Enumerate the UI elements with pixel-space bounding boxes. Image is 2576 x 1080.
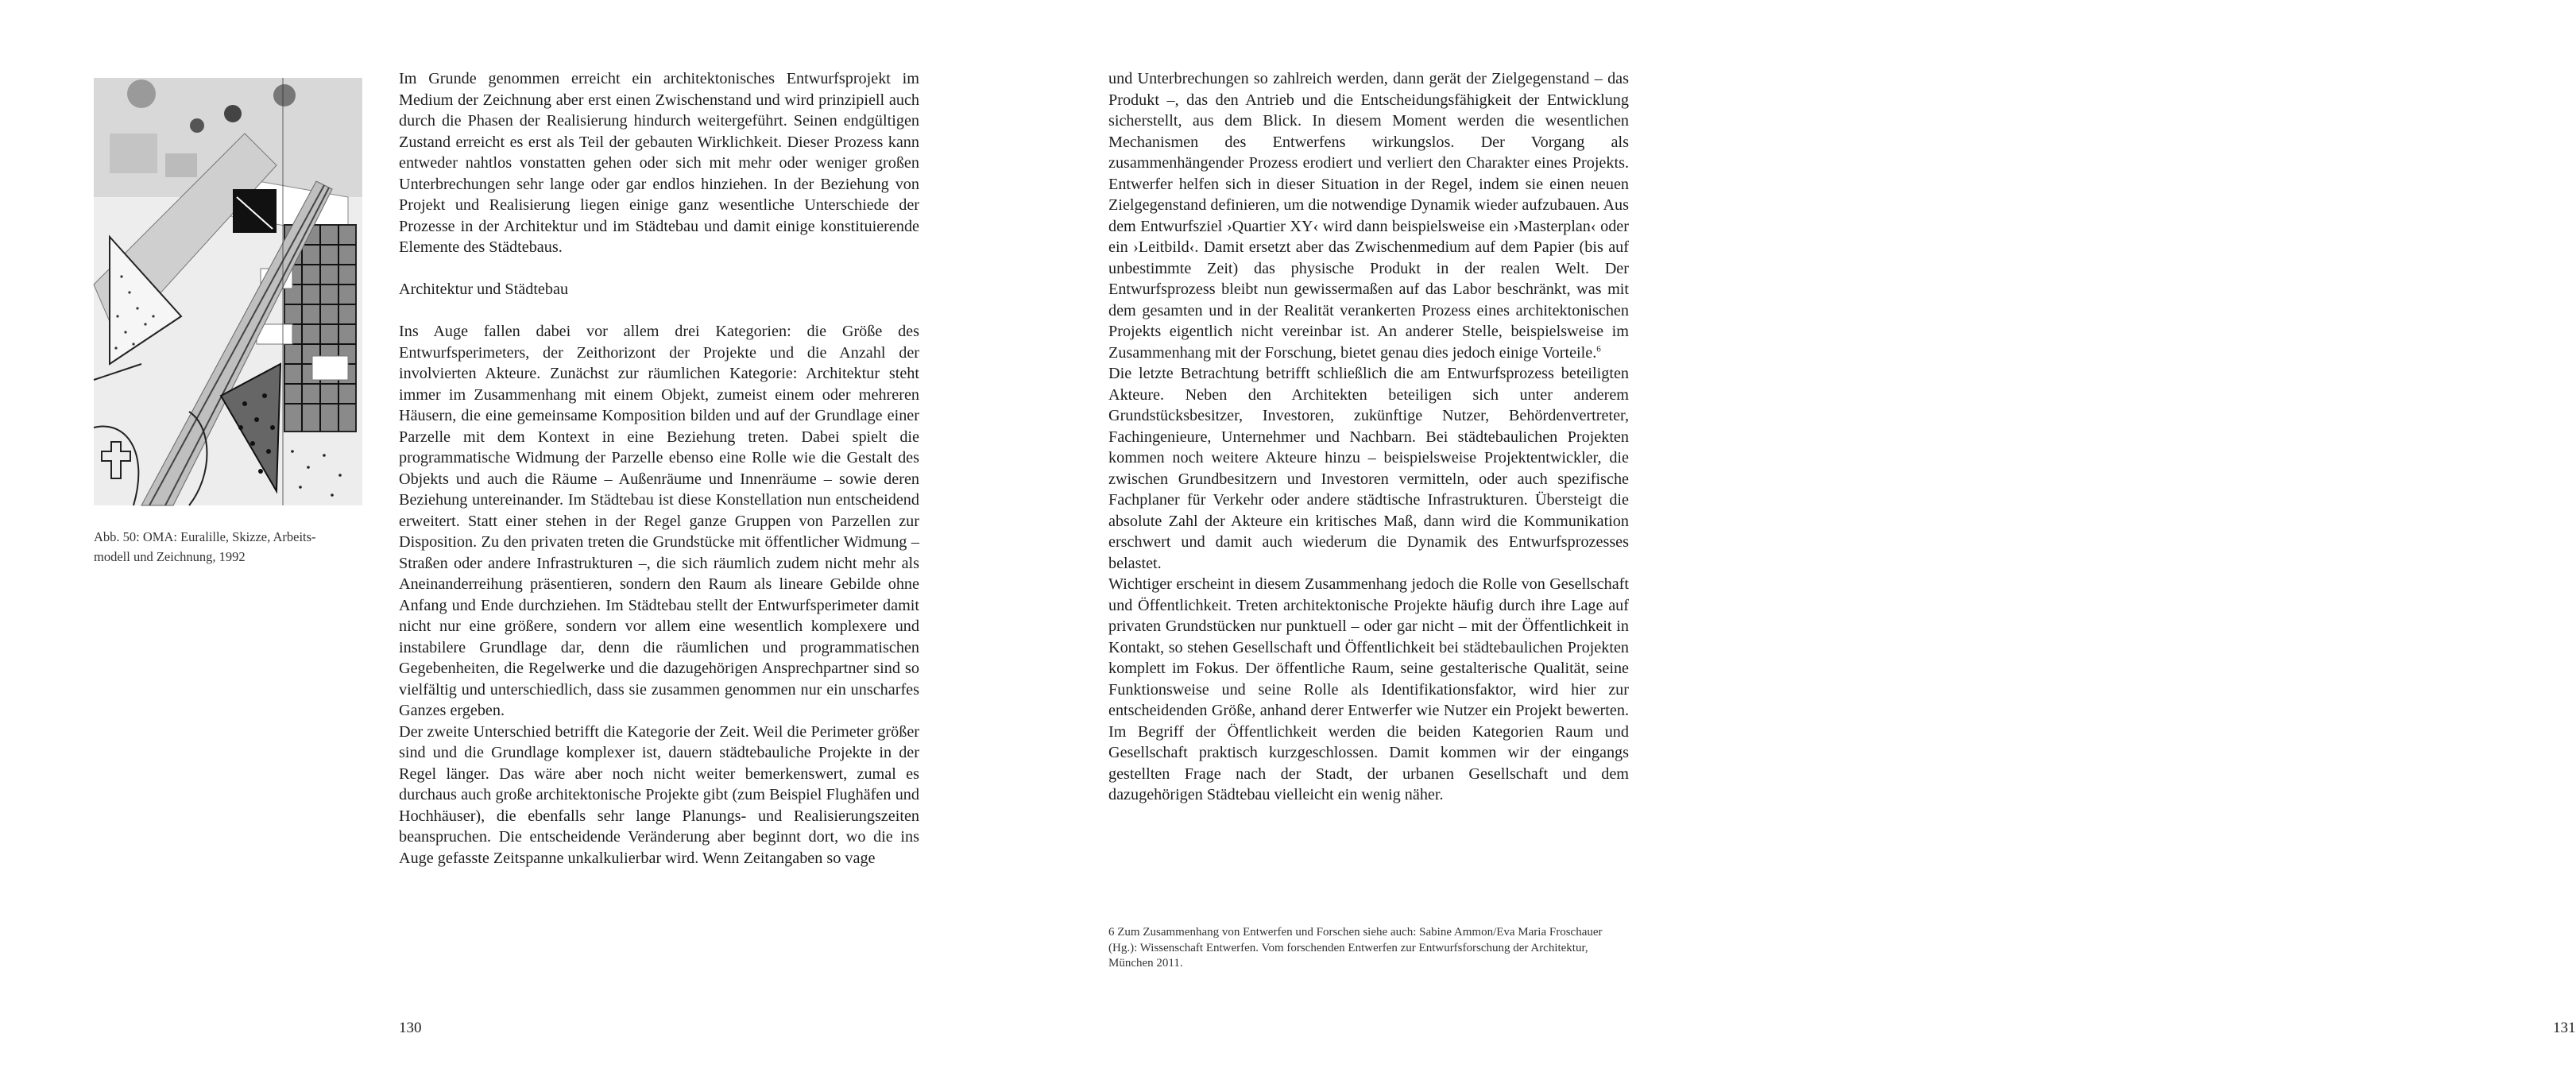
left-page (0, 0, 985, 1080)
paragraph: Im Grunde genommen erreicht ein architektonisches Entwurfsprojekt im Medium der Zeichnung aber erst einen Zwischenstand und wird prinzipiell auch durch die Phasen der Realisierung hindurch weitergeführt. Seinen endgültigen Zustand erreicht es erst als Teil der gebauten Wirklichkeit. Dieser Prozess kann entweder nahtlos vonstatten gehen oder sich mit mehr oder weniger großen Unterbrechungen sehr lange oder gar endlos hinziehen. In der Beziehung von Projekt und Realisierung liegen einige ganz wesentliche Unterschiede der Prozesse in der Architektur und im Städtebau und damit einige konstituierende Elemente des Städtebaus. (399, 70, 919, 256)
section-heading: Architektur und Städtebau (399, 281, 569, 298)
paragraph: Wichtiger erscheint in diesem Zusammenhang jedoch die Rolle von Gesellschaft und Öffentlichkeit. Treten architektonische Projekte häufig durch ihre Lage auf privaten Grundstücken nur punktuell – oder gar nicht – mit der Öffentlichkeit in Kontakt, so stehen Gesellschaft und Öffentlichkeit bei städtebaulichen Projekten komplett im Fokus. Der öffentliche Raum, seine gestalterische Qualität, seine Funktionsweise und seine Rolle als Identifikationsfaktor, wird hier zur entscheidenden Größe, anhand derer Entwerfer wie Nutzer ein Projekt bewerten. Im Begriff der Öffentlichkeit werden die beiden Kategorien Raum und Gesellschaft praktisch kurzgeschlossen. Damit kommen wir der eingangs gestellten Frage nach der Stadt, der urbanen Gesellschaft und dem dazugehörigen Städtebau vielleicht ein wenig näher. (1108, 575, 1629, 803)
paragraph (1108, 68, 1629, 363)
figure-caption (94, 527, 356, 567)
euralille-sketch-model-drawing (94, 78, 362, 505)
paragraph-text: und Unterbrechungen so zahlreich werden, dann gerät der Zielgegenstand – das Produkt –, das den Antrieb und die Entscheidungsfähigkeit der Entwicklung sicherstellt, aus dem Blick. In diesem Moment werden die wesentlichen Mechanismen des Entwerfens wirkungslos. Der Vorgang als zusammenhängender Prozess erodiert und verliert den Charakter eines Projekts. Entwerfer helfen sich in dieser Situation in der Regel, indem sie einen neuen Zielgegenstand definieren, um die notwendige Dynamik wieder aufzubauen. Aus dem Entwurfsziel ›Quartier XY‹ wird dann beispielsweise ein ›Masterplan‹ oder ein ›Leitbild‹. Damit ersetzt aber das Zwischenmedium auf dem Papier (bis auf unbestimmte Zeit) das physische Produkt in der realen Welt. Der Entwurfsprozess bleibt nun gewissermaßen auf das Labor beschränkt, was mit dem gesamten und in der Realität verankerten Prozess eines architektonischen Projekts eigentlich nicht vereinbar ist. An anderer Stelle, beispielsweise im Zusammenhang mit der Forschung, bietet genau dies jedoch einige Vorteile. (1108, 70, 1629, 362)
page-number-right: 131 (2553, 1020, 2576, 1036)
page-number-left: 130 (399, 1020, 422, 1036)
right-page (986, 0, 2576, 1080)
footnote (1108, 925, 1629, 972)
footnote-marker: 6 (1596, 343, 1601, 354)
left-body-text (399, 68, 919, 869)
caption-line-1: Abb. 50: OMA: Euralille, Skizze, Arbeits- (94, 529, 316, 544)
paragraph: Ins Auge fallen dabei vor allem drei Kategorien: die Größe des Entwurfsperimeters, der Zeithorizont der Projekte und die Anzahl der involvierten Akteure. Zunächst zur räumlichen Kategorie: Architektur steht immer im Zusammenhang mit einem Objekt, zumeist einem oder mehreren Häusern, die eine gemeinsame Komposition bilden und auf der Grundlage einer Parzelle mit dem Kontext in eine Beziehung treten. Dabei spielt die programmatische Widmung der Parzelle ebenso eine Rolle wie die Gestalt des Objekts und auch die Räume – Außenräume und Innenräume – sowie deren Beziehung untereinander. Im Städtebau ist diese Konstellation nun entscheidend erweitert. Statt einer stehen in der Regel ganze Gruppen von Parzellen zur Disposition. Zu den privaten treten die Grundstücke mit öffentlicher Widmung – Straßen oder andere Infrastrukturen –, die sich räumlich zudem nicht mehr als Aneinanderreihung präsentieren, sondern den Raum als lineare Gebilde ohne Anfang und Ende durchziehen. Im Städtebau stellt der Entwurfsperimeter damit nicht nur eine größere, sondern vor allem eine wesentlich komplexere und instabilere Grundlage dar, denn die räumlichen und programmatischen Gegebenheiten, die Regelwerke und die dazugehörigen Ansprechpartner sind so vielfältig und unterschiedlich, dass sie zusammen genommen nur ein unscharfes Ganzes ergeben. (399, 323, 919, 719)
footnote-text: 6 Zum Zusammenhang von Entwerfen und Forschen siehe auch: Sabine Ammon/Eva Maria Froschauer (Hg.): Wissenschaft Entwerfen. Vom forschenden Entwerfen zur Entwurfsforschung der Architektur, München 2011. (1108, 926, 1603, 970)
paragraph: Der zweite Unterschied betrifft die Kategorie der Zeit. Weil die Perimeter größer sind und die Grundlage komplexer ist, dauern städtebauliche Projekte in der Regel länger. Das wäre aber noch nicht weiter bemerkenswert, zumal es durchaus auch große architektonische Projekte gibt (zum Beispiel Flughäfen und Hochhäuser), die ebenfalls sehr lange Planungs- und Realisierungszeiten beanspruchen. Die entscheidende Veränderung aber beginnt dort, wo die ins Auge gefasste Zeitspanne unkalkulierbar wird. Wenn Zeitangaben so vage (399, 722, 919, 867)
paragraph: Die letzte Betrachtung betrifft schließlich die am Entwurfsprozess beteiligten Akteure. Neben den Architekten beteiligen sich unter anderem Grundstücksbesitzer, Investoren, zukünftige Nutzer, Behördenvertreter, Fachingenieure, Unternehmer und Nachbarn. Bei städtebaulichen Projekten kommen noch weitere Akteure hinzu – beispielsweise Projektentwickler, die zwischen Grundbesitzern und Investoren vermitteln, oder auch spezifische Fachplaner für Verkehr oder andere städtische Infrastrukturen. Übersteigt die absolute Zahl der Akteure ein kritisches Maß, dann wird die Kommunikation erschwert und damit auch wiederum die Dynamik des Entwurfsprozesses belastet. (1108, 365, 1629, 572)
caption-line-2: modell und Zeichnung, 1992 (94, 549, 246, 564)
right-body-text (1108, 68, 1629, 806)
figure-euralille-collage (94, 78, 362, 505)
